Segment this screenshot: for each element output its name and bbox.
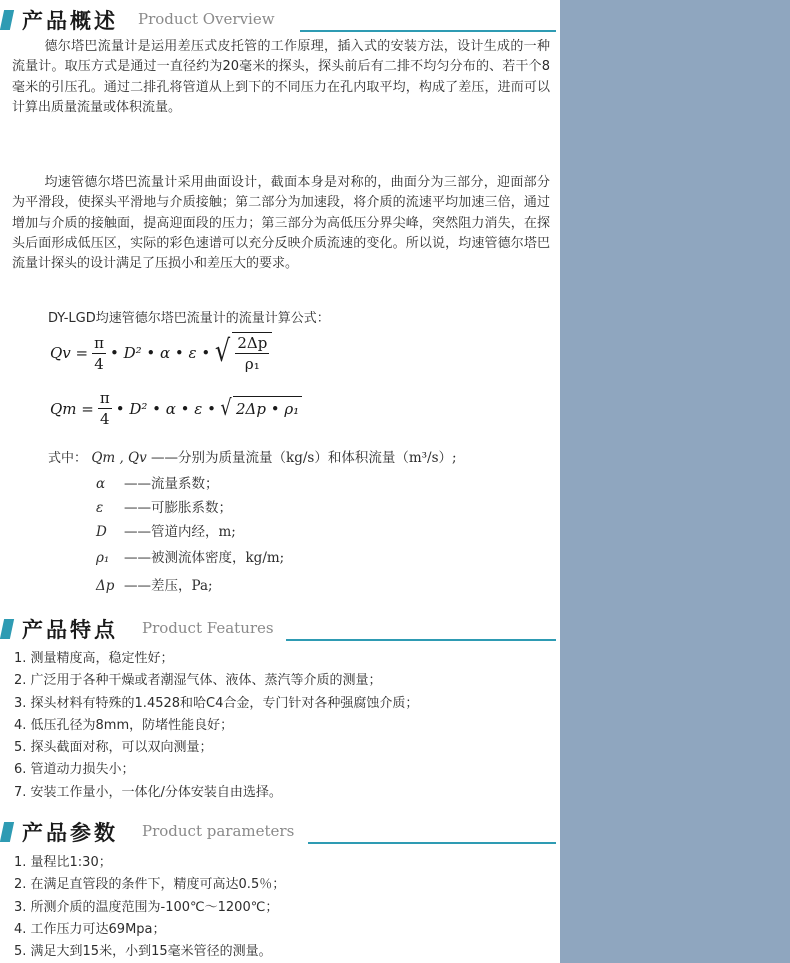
parameters-rule xyxy=(308,842,556,844)
definition-row: Δp ——差压，Pa; xyxy=(96,578,213,594)
overview-rule xyxy=(300,30,556,32)
list-item: 4. 工作压力可达69Mpa； xyxy=(14,921,166,937)
overview-title: 产品概述 xyxy=(22,9,118,33)
overview-header xyxy=(0,4,556,34)
list-item: 5. 探头截面对称，可以双向测量； xyxy=(14,740,213,756)
features-list xyxy=(14,648,418,804)
formula-qv-mid: • D² • α • ε • xyxy=(109,344,211,362)
formula-qm-sqrt: √ 2Δp • ρ₁ xyxy=(219,396,302,422)
section-marker-icon xyxy=(0,822,14,842)
overview-title-en: Product Overview xyxy=(138,10,275,28)
definition-row: ε ——可膨胀系数； xyxy=(96,500,232,516)
definition-row: D ——管道内经，m; xyxy=(96,524,236,540)
list-item: 5. 满足大到15米，小到15毫米管径的测量。 xyxy=(14,944,272,960)
sidebar-panel xyxy=(560,0,790,963)
formula-label: DY-LGD均速管德尔塔巴流量计的流量计算公式： xyxy=(48,311,330,326)
overview-paragraph-2: 均速管德尔塔巴流量计采用曲面设计，截面本身是对称的，曲面分为三部分，迎面部分为平滑段，使探头平滑地与介质接触；第二部分为加速段，将介质的流速平均加速三倍，通过增加与介质的接触面，提高迎面段的压力；第三部分为高低压分界尖峰，突然阻力消失，在探头后面形成低压区，实际的彩色速谱可以充分反映介质流速的变化。所以说，均速管德尔塔巴流量计探头的设计满足了压损小和差压大的要求。 xyxy=(12,175,550,272)
features-title-en: Product Features xyxy=(142,619,274,637)
formula-pi-fraction: $\frac{\pi}{4}$ xyxy=(94,333,104,373)
list-item: 3. 探头材料有特殊的1.4528和哈C4合金，专门针对各种强腐蚀介质； xyxy=(14,695,419,711)
formula-qv xyxy=(50,332,272,374)
section-marker-icon xyxy=(0,10,14,30)
overview-paragraph-1: 德尔塔巴流量计是运用差压式皮托管的工作原理，插入式的安装方法，设计生成的一种流量计。取压方式是通过一直径约为20毫米的探头，探头前后有二排不均匀分布的、若干个8毫米的引压孔。通过二排孔将管道从上到下的不同压力在孔内取平均，构成了差压，进而可以计算出质量流量或体积流量。 xyxy=(12,39,550,115)
list-item: 4. 低压孔径为8mm，防堵性能良好； xyxy=(14,717,234,733)
formula-qv-lhs: Qv = xyxy=(50,344,89,362)
features-rule xyxy=(286,639,556,641)
list-item: 7. 安装工作量小，一体化/分体安装自由选择。 xyxy=(14,784,282,800)
formula-qm xyxy=(50,388,302,429)
parameters-title-en: Product parameters xyxy=(142,822,295,840)
list-item: 1. 量程比1:30； xyxy=(14,855,112,870)
formula-qv-sqrt: √ $\frac{2\Delta p}{\text{ρ₁}}$ xyxy=(213,332,272,374)
parameters-header xyxy=(0,816,556,846)
formula-pi-fraction-2: $\frac{\pi}{4}$ xyxy=(99,389,110,428)
list-item: 1. 测量精度高，稳定性好； xyxy=(14,651,174,666)
definition-qm-qv: 式中： Qm , Qv ——分别为质量流量（kg/s）和体积流量（m³/s）; xyxy=(48,450,457,466)
definition-row: ρ₁ ——被测流体密度，kg/m; xyxy=(96,550,285,566)
parameters-title: 产品参数 xyxy=(22,821,118,845)
features-header xyxy=(0,613,556,643)
definition-row: α ——流量系数； xyxy=(96,476,219,492)
section-marker-icon xyxy=(0,619,14,639)
features-title: 产品特点 xyxy=(22,618,118,642)
list-item: 6. 管道动力损失小； xyxy=(14,762,135,778)
list-item: 2. 在满足直管段的条件下，精度可高达0.5％； xyxy=(14,877,286,893)
formula-qm-lhs: Qm = xyxy=(50,399,94,418)
list-item: 2. 广泛用于各种干燥或者潮湿气体、液体、蒸汽等介质的测量； xyxy=(14,673,382,689)
formula-qm-mid: • D² • α • ε • xyxy=(115,399,216,418)
list-item: 3. 所测介质的温度范围为-100℃～1200℃； xyxy=(14,899,279,915)
parameters-list xyxy=(14,852,285,963)
